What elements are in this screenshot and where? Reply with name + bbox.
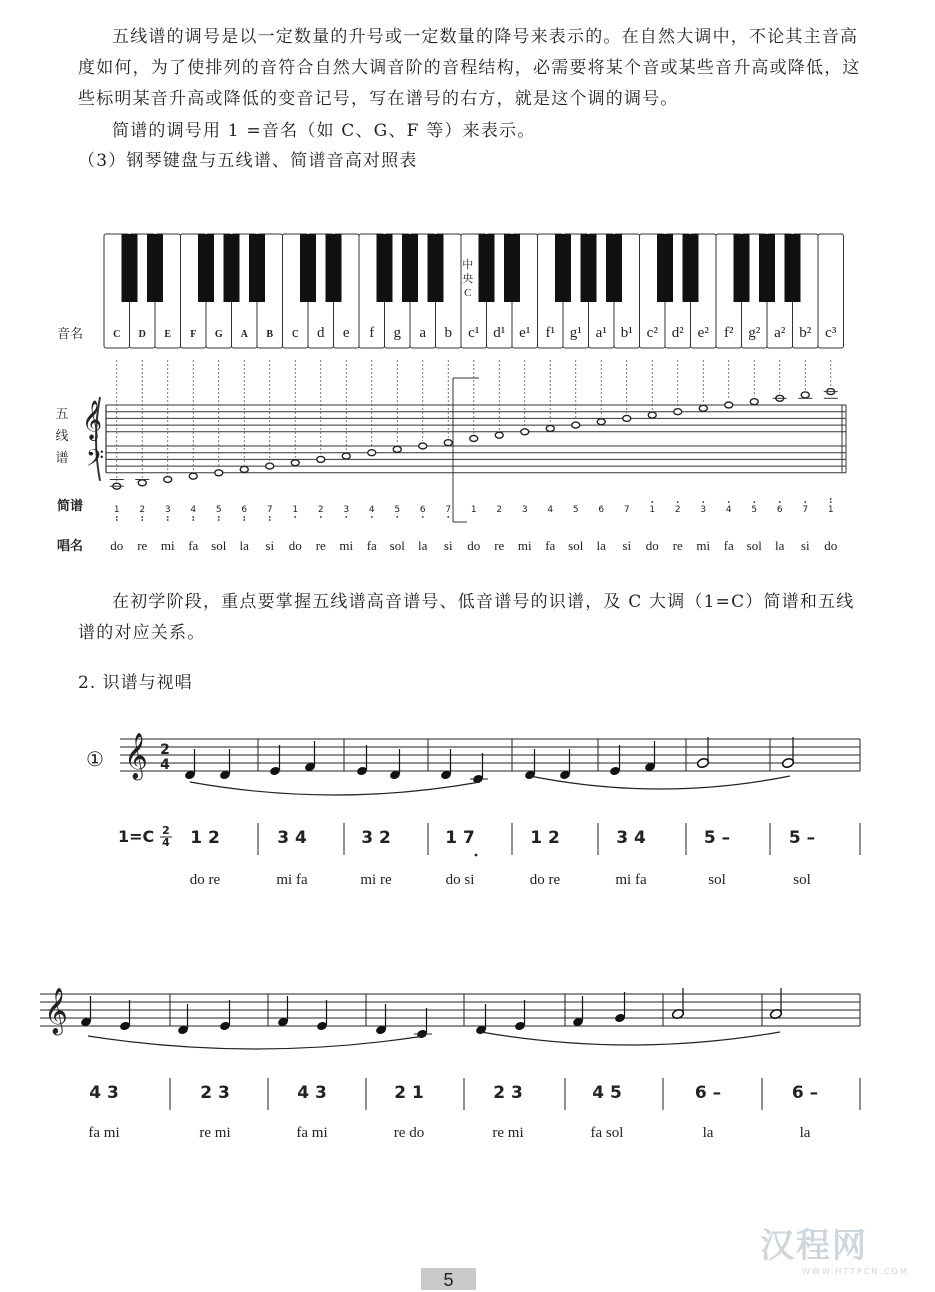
lyric: fa mi xyxy=(88,1125,120,1141)
row-label-pitch: 音名 xyxy=(56,327,84,342)
solfege-syllable: re xyxy=(315,538,326,553)
black-key xyxy=(147,234,163,302)
lyric: fa mi xyxy=(296,1125,328,1141)
lyric: re do xyxy=(393,1125,425,1141)
solfege-syllable: do xyxy=(110,538,124,553)
jianpu-measure: 6 – xyxy=(694,1083,722,1103)
pitch-name: c² xyxy=(646,325,658,341)
whole-note xyxy=(750,399,758,405)
middle-c-label: C xyxy=(464,287,472,299)
jianpu-note: 2 xyxy=(674,505,681,515)
low-dot xyxy=(141,519,143,521)
jianpu-measure: 2 1 xyxy=(394,1083,424,1103)
pitch-name: a xyxy=(419,325,427,341)
low-dot xyxy=(141,516,143,518)
high-dot xyxy=(702,501,704,503)
jianpu-note: 4 xyxy=(190,505,197,515)
lyric: re mi xyxy=(199,1125,231,1141)
solfege-syllable: fa xyxy=(188,538,199,553)
pitch-name: g¹ xyxy=(569,325,582,341)
slur xyxy=(88,1036,424,1049)
solfege-syllable: fa xyxy=(545,538,556,553)
lyric: mi fa xyxy=(276,872,308,888)
jianpu-note: 7 xyxy=(623,505,630,515)
jianpu-note: 5 xyxy=(751,505,758,515)
jianpu-note: 6 xyxy=(776,505,783,515)
pitch-name: a² xyxy=(774,325,786,341)
lyric: re mi xyxy=(492,1125,524,1141)
jianpu-measure: 3 2 xyxy=(361,828,391,848)
jianpu-measure: 2 3 xyxy=(493,1083,523,1103)
black-key xyxy=(555,234,571,302)
lyric: la xyxy=(799,1125,811,1141)
paragraph-jianpu-key: 简谱的调号用 1 =音名（如 C、G、F 等）来表示。 xyxy=(112,121,536,141)
slur xyxy=(530,776,790,789)
jianpu-measure: 3 4 xyxy=(277,828,307,848)
row-label-staff: 谱 xyxy=(55,451,69,466)
treble-clef-icon: 𝄞 xyxy=(124,733,148,779)
whole-note xyxy=(138,480,146,486)
jianpu-measure: 4 3 xyxy=(297,1083,327,1103)
pitch-name: g² xyxy=(748,325,761,341)
slur xyxy=(481,1032,780,1045)
pitch-name: b² xyxy=(799,325,812,341)
black-key xyxy=(198,234,214,302)
jianpu-note: 5 xyxy=(394,505,401,515)
jianpu-measure: 2 3 xyxy=(200,1083,230,1103)
black-key xyxy=(402,234,418,302)
jianpu-note: 7 xyxy=(445,505,452,515)
pitch-name: G xyxy=(214,329,223,340)
whole-note xyxy=(444,440,452,446)
jianpu-measure: 1 7 xyxy=(445,828,475,848)
jianpu-note: 3 xyxy=(700,505,707,515)
jianpu-note: 1 xyxy=(292,505,299,515)
row-label-jianpu: 简谱 xyxy=(56,499,84,514)
page-number: 5 xyxy=(421,1268,476,1290)
lyric: do si xyxy=(445,872,475,888)
solfege-syllable: do xyxy=(824,538,838,553)
high-dot xyxy=(830,498,832,500)
pitch-name: a¹ xyxy=(595,325,607,341)
high-dot xyxy=(753,501,755,503)
solfege-syllable: la xyxy=(239,538,249,553)
slur xyxy=(190,782,480,795)
solfege-syllable: si xyxy=(265,538,275,553)
low-dot xyxy=(218,516,220,518)
jianpu-note: 3 xyxy=(343,505,350,515)
low-dot xyxy=(422,516,424,518)
jianpu-measure: 6 – xyxy=(791,1083,819,1103)
jianpu-measure: 5 – xyxy=(703,828,731,848)
treble-clef-icon: 𝄞 xyxy=(44,988,68,1034)
pitch-name: A xyxy=(240,329,248,340)
solfege-syllable: do xyxy=(645,538,659,553)
solfege-syllable: si xyxy=(622,538,632,553)
black-key xyxy=(504,234,520,302)
solfege-syllable: sol xyxy=(211,538,227,553)
jianpu-measure: 4 5 xyxy=(592,1083,622,1103)
paragraph-key-signature: 五线谱的调号是以一定数量的升号或一定数量的降号来表示的。在自然大调中，不论其主音高度如何，为了使排列的音符合自然大调音阶的音程结构，必需要将某个音或某些音升高或降低，这些标明某音升高或降低的变音记号，写在谱号的右方，就是这个调的调号。 xyxy=(78,27,861,109)
pitch-name: c¹ xyxy=(468,325,480,341)
jianpu-note: 7 xyxy=(802,505,809,515)
middle-c-label: 央 xyxy=(462,273,474,285)
lyric: sol xyxy=(708,872,726,888)
solfege-syllable: re xyxy=(137,538,148,553)
jianpu-note: 7 xyxy=(266,505,273,515)
high-dot xyxy=(677,501,679,503)
solfege-syllable: la xyxy=(596,538,606,553)
jianpu-note: 5 xyxy=(215,505,222,515)
black-key xyxy=(683,234,699,302)
time-sig-top: 2 xyxy=(160,742,170,758)
low-dot xyxy=(243,519,245,521)
jianpu-note: 6 xyxy=(419,505,426,515)
jianpu-note: 4 xyxy=(547,505,554,515)
pitch-name: C xyxy=(113,329,121,340)
whole-note xyxy=(495,432,503,438)
low-dot xyxy=(345,516,347,518)
treble-clef-icon: 𝄞 xyxy=(81,400,103,440)
lyric: do re xyxy=(529,872,561,888)
jianpu-note: 1 xyxy=(113,505,120,515)
whole-note xyxy=(317,456,325,462)
pitch-name: f¹ xyxy=(545,325,555,341)
black-key xyxy=(479,234,495,302)
whole-note xyxy=(342,453,350,459)
lyric: do re xyxy=(189,872,221,888)
whole-note xyxy=(725,402,733,408)
low-dot xyxy=(396,516,398,518)
low-dot xyxy=(116,516,118,518)
whole-note xyxy=(674,409,682,415)
jianpu-note: 6 xyxy=(598,505,605,515)
jianpu-measure: 1 2 xyxy=(190,828,220,848)
jianpu-note: 4 xyxy=(368,505,375,515)
solfege-syllable: mi xyxy=(160,538,175,553)
solfege-syllable: mi xyxy=(339,538,354,553)
solfege-syllable: sol xyxy=(389,538,405,553)
solfege-syllable: si xyxy=(800,538,810,553)
whole-note xyxy=(470,436,478,442)
jianpu-note: 3 xyxy=(164,505,171,515)
low-dot xyxy=(269,519,271,521)
jianpu-note: 5 xyxy=(572,505,579,515)
black-key xyxy=(734,234,750,302)
jianpu-note: 1 xyxy=(649,505,656,515)
whole-note xyxy=(189,473,197,479)
pitch-name: E xyxy=(164,329,172,340)
jianpu-note: 2 xyxy=(496,505,503,515)
solfege-syllable: si xyxy=(443,538,453,553)
jianpu-measure: 1 2 xyxy=(530,828,560,848)
high-dot xyxy=(804,501,806,503)
solfege-syllable: re xyxy=(494,538,505,553)
solfege-syllable: re xyxy=(672,538,683,553)
pitch-name: f xyxy=(369,325,375,341)
jianpu-measure: 5 – xyxy=(788,828,816,848)
time-sig-bottom: 4 xyxy=(160,757,170,773)
section-heading-2: 2. 识谱与视唱 xyxy=(78,673,193,693)
black-key xyxy=(428,234,444,302)
black-key xyxy=(300,234,316,302)
whole-note xyxy=(164,477,172,483)
black-key xyxy=(759,234,775,302)
low-dot xyxy=(269,516,271,518)
pitch-name: F xyxy=(190,329,197,340)
row-label-solfege: 唱名 xyxy=(56,539,84,554)
whole-note xyxy=(368,450,376,456)
high-dot xyxy=(728,501,730,503)
whole-note xyxy=(521,429,529,435)
solfege-syllable: sol xyxy=(746,538,762,553)
low-dot xyxy=(447,516,449,518)
key-label: 1=C xyxy=(118,827,155,846)
black-key xyxy=(581,234,597,302)
pitch-name: d² xyxy=(671,325,684,341)
solfege-syllable: mi xyxy=(517,538,532,553)
low-dot xyxy=(371,516,373,518)
whole-note xyxy=(597,419,605,425)
pitch-name: c xyxy=(291,325,299,341)
low-dot xyxy=(294,516,296,518)
low-dot xyxy=(167,516,169,518)
whole-note xyxy=(699,405,707,411)
pitch-name: d¹ xyxy=(493,325,506,341)
black-key xyxy=(249,234,265,302)
whole-note xyxy=(572,422,580,428)
lyric: sol xyxy=(793,872,811,888)
jianpu-note: 6 xyxy=(241,505,248,515)
pitch-name: b xyxy=(444,325,452,341)
black-key xyxy=(224,234,240,302)
pitch-name: f² xyxy=(724,325,734,341)
whole-note xyxy=(648,412,656,418)
low-dot xyxy=(475,854,478,857)
pitch-name: D xyxy=(138,329,146,340)
whole-note xyxy=(266,463,274,469)
whole-note xyxy=(623,415,631,421)
pitch-name: d xyxy=(317,325,325,341)
high-dot xyxy=(651,501,653,503)
high-dot xyxy=(830,501,832,503)
pitch-name: g xyxy=(393,325,401,341)
solfege-syllable: la xyxy=(418,538,428,553)
low-dot xyxy=(320,516,322,518)
whole-note xyxy=(215,470,223,476)
row-label-staff: 线 xyxy=(55,429,69,444)
pitch-name: b¹ xyxy=(620,325,633,341)
pitch-name: c³ xyxy=(825,325,837,341)
jianpu-note: 4 xyxy=(725,505,732,515)
black-key xyxy=(606,234,622,302)
solfege-syllable: do xyxy=(288,538,302,553)
bass-clef-icon: 𝄢 xyxy=(85,444,105,477)
exercise-number: ① xyxy=(86,749,104,771)
section-heading-3: （3）钢琴键盘与五线谱、简谱音高对照表 xyxy=(78,151,418,171)
jianpu-note: 3 xyxy=(521,505,528,515)
low-dot xyxy=(167,519,169,521)
black-key xyxy=(785,234,801,302)
solfege-syllable: mi xyxy=(696,538,711,553)
black-key xyxy=(377,234,393,302)
solfege-syllable: fa xyxy=(723,538,734,553)
black-key xyxy=(122,234,138,302)
whole-note xyxy=(419,443,427,449)
jianpu-note: 1 xyxy=(470,505,477,515)
jianpu-note: 2 xyxy=(139,505,146,515)
watermark-logo: 汉程网 WWW.HTTPCN.COM xyxy=(760,1226,909,1276)
low-dot xyxy=(243,516,245,518)
low-dot xyxy=(192,516,194,518)
paragraph-beginner: 在初学阶段，重点要掌握五线谱高音谱号、低音谱号的识谱，及 C 大调（1=C）简谱和五线谱的对应关系。 xyxy=(78,592,855,643)
solfege-syllable: sol xyxy=(568,538,584,553)
pitch-name: e² xyxy=(697,325,709,341)
solfege-syllable: do xyxy=(467,538,481,553)
solfege-syllable: la xyxy=(775,538,785,553)
jianpu-time-top: 2 xyxy=(162,824,170,837)
low-dot xyxy=(116,519,118,521)
whole-note xyxy=(393,446,401,452)
solfege-syllable: fa xyxy=(366,538,377,553)
whole-note xyxy=(546,425,554,431)
jianpu-time-bottom: 4 xyxy=(162,836,170,849)
whole-note xyxy=(240,466,248,472)
pitch-name: e xyxy=(342,325,350,341)
jianpu-measure: 4 3 xyxy=(89,1083,119,1103)
pitch-name: e¹ xyxy=(519,325,531,341)
lyric: mi re xyxy=(360,872,392,888)
lyric: fa sol xyxy=(590,1125,624,1141)
low-dot xyxy=(218,519,220,521)
pitch-name: B xyxy=(266,329,274,340)
row-label-staff: 五 xyxy=(55,407,69,422)
lyric: la xyxy=(702,1125,714,1141)
lyric: mi fa xyxy=(615,872,647,888)
jianpu-note: 2 xyxy=(317,505,324,515)
black-key xyxy=(657,234,673,302)
whole-note xyxy=(291,460,299,466)
high-dot xyxy=(779,501,781,503)
black-key xyxy=(326,234,342,302)
middle-c-label: 中 xyxy=(462,259,474,271)
jianpu-measure: 3 4 xyxy=(616,828,646,848)
jianpu-note: 1 xyxy=(827,505,834,515)
low-dot xyxy=(192,519,194,521)
whole-note xyxy=(801,392,809,398)
